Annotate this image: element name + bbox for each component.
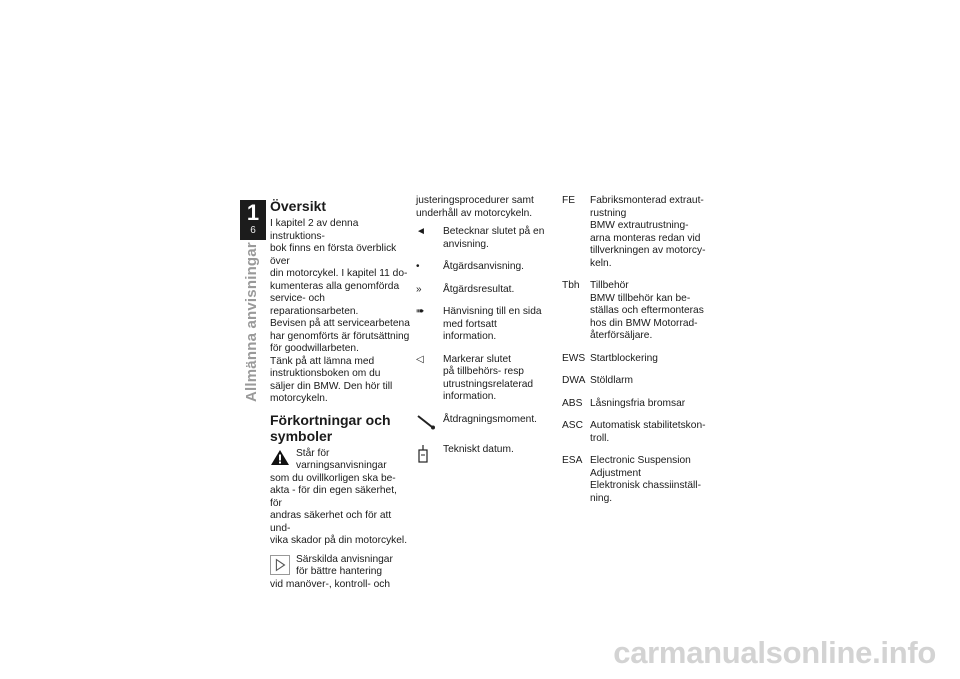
- abbreviation-key: ABS: [562, 397, 583, 409]
- note-text: Särskilda anvisningar för bättre hantering vid manöver-, kontroll- och: [270, 553, 393, 590]
- abbreviation-row: [562, 455, 712, 505]
- symbol-row: [416, 354, 552, 404]
- abbreviation-key: FE: [562, 195, 576, 206]
- abbreviation-key: EWS: [562, 352, 586, 364]
- column-3: [562, 195, 712, 515]
- symbol-row: [416, 226, 552, 251]
- abbreviation-key: ASC: [562, 420, 583, 431]
- abbreviation-value: Stöldlarm: [590, 375, 634, 386]
- symbol-description: Åtgärdsanvisning.: [443, 261, 524, 272]
- warning-icon: [270, 449, 290, 466]
- watermark: carmanualsonline.info: [613, 635, 936, 670]
- abbreviation-value: Fabriksmonterad extraut- rustning BMW extrautrustning- arna monteras redan vid tillverkningen av motorcy- keln.: [590, 195, 706, 269]
- symbol-description: Hänvisning till en sida med fortsatt information.: [443, 306, 542, 342]
- symbol-row: [416, 306, 552, 344]
- abbreviation-value: Låsningsfria bromsar: [590, 397, 686, 409]
- overview-body: I kapitel 2 av denna instruktions- bok finns en första överblick över din motorcykel. I kapitel 11 do- kumenteras alla genomförda service- och reparationsarbeten. Bevisen på att servicearbetena har genomförts är förutsättning för goodwillarbeten. Tänk på att lämna med instruktionsboken om du säljer din BMW. Den hör till motorcykeln.: [270, 218, 410, 404]
- abbreviation-row: [562, 375, 712, 388]
- end-marker-icon: ◄: [416, 226, 426, 237]
- abbreviation-value: Tillbehör BMW tillbehör kan be- ställas och eftermonteras hos din BMW Motorrad- återförsäljare.: [590, 280, 704, 341]
- special-note: [270, 554, 410, 592]
- abbreviation-value: Startblockering: [590, 352, 658, 364]
- note-continuation: justeringsprocedurer samt underhåll av motorcykeln.: [416, 195, 534, 219]
- symbol-list: [416, 226, 552, 469]
- symbol-description: Åtdragningsmoment.: [443, 413, 538, 425]
- overview-heading: Översikt: [270, 198, 327, 214]
- note-triangle-icon: [270, 555, 290, 575]
- abbreviation-row: [562, 195, 712, 270]
- abbreviation-value: Electronic Suspension Adjustment Elektronisk chassiinställ- ning.: [590, 455, 701, 504]
- abbreviation-value: Automatisk stabilitetskon- troll.: [590, 420, 706, 444]
- chapter-number: 1: [246, 200, 260, 225]
- bullet-icon: •: [416, 261, 420, 272]
- column-1: [270, 195, 410, 591]
- warning-note: [270, 448, 410, 548]
- abbreviations-heading: Förkortningar och symboler: [270, 411, 391, 444]
- symbol-row: [416, 284, 552, 297]
- technical-data-icon: [416, 444, 443, 469]
- symbol-description: Åtgärdsresultat.: [443, 283, 515, 295]
- abbreviation-key: Tbh: [562, 280, 580, 291]
- abbreviation-row: [562, 353, 712, 366]
- abbreviation-row: [562, 398, 712, 411]
- result-icon: »: [416, 283, 422, 295]
- abbreviation-key: DWA: [562, 375, 586, 386]
- warning-text: Står för varningsanvisningar som du ovillkorligen ska be- akta - för din egen säkerhet, för andras säkerhet och för att und- vika skador på din motorcykel.: [270, 447, 408, 546]
- abbreviation-row: [562, 280, 712, 343]
- arrow-right-icon: ➠: [416, 306, 425, 317]
- column-2: [416, 195, 552, 469]
- chapter-marker: [240, 200, 266, 240]
- torque-wrench-icon: [416, 414, 443, 435]
- accessory-triangle-icon: ◁: [416, 353, 424, 365]
- symbol-description: Tekniskt datum.: [443, 444, 514, 455]
- chapter-side-label: Allmänna anvisningar: [243, 242, 260, 402]
- symbol-row: [416, 414, 552, 435]
- symbol-row: [416, 261, 552, 274]
- symbol-description: Markerar slutet på tillbehörs- resp utrustningsrelaterad information.: [443, 353, 534, 402]
- page-number: 6: [250, 225, 256, 236]
- abbreviation-key: ESA: [562, 455, 583, 466]
- symbol-description: Betecknar slutet på en anvisning.: [443, 226, 545, 250]
- symbol-row: [416, 444, 552, 469]
- abbreviation-row: [562, 420, 712, 445]
